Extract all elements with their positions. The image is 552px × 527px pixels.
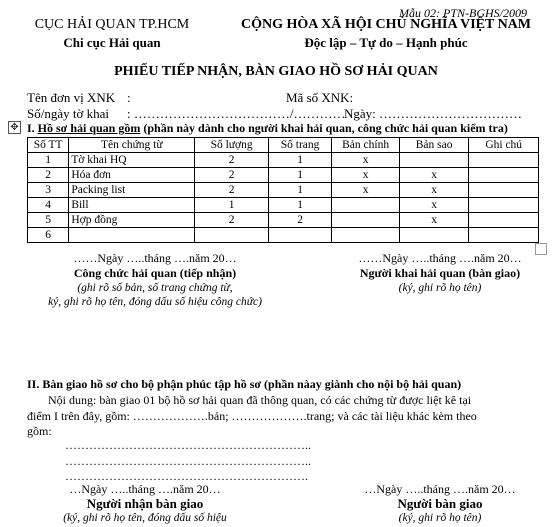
handover-giver-date: …Ngày …..tháng ….năm 20… [364, 482, 516, 496]
cell-original [332, 228, 400, 243]
declarant-note: (ký, ghi rõ họ tên) [398, 282, 482, 294]
declaration-value: : ………………………………/………… [127, 106, 346, 121]
cell-original [332, 213, 400, 228]
cell-doc-name: Packing list [69, 183, 195, 198]
cell-pages: 1 [268, 153, 331, 168]
cell-pages [268, 228, 331, 243]
declarant-title: Người khai hải quan (bàn giao) [359, 266, 521, 280]
cell-stt: 3 [28, 183, 69, 198]
date-field: Ngày: …………………………… [344, 106, 523, 121]
table-row [28, 168, 539, 183]
cell-note [469, 198, 539, 213]
cell-stt: 4 [28, 198, 69, 213]
cell-quantity: 2 [195, 213, 269, 228]
cell-copy: x [399, 168, 469, 183]
receiver-note-2: ký, ghi rõ họ tên, đóng dấu số hiệu công chức) [48, 296, 262, 308]
cell-original: x [332, 153, 400, 168]
cell-copy [399, 153, 469, 168]
header-pages: Số trang [268, 138, 331, 153]
receiver-date: ……Ngày …..tháng ….năm 20… [73, 251, 237, 265]
cell-doc-name [69, 228, 195, 243]
section2-paragraph-2: điểm I trên đây, gồm: ……………….bản; ……………….trang; và các tài liệu khác kèm theo [27, 409, 477, 423]
receiver-note-1: (ghi rõ số bản, số trang chứng từ, [77, 282, 233, 294]
section1-main: Hồ sơ hải quan gồm [37, 121, 141, 135]
cell-pages: 2 [268, 213, 331, 228]
national-motto: Độc lập – Tự do – Hạnh phúc [304, 35, 468, 50]
table-row [28, 153, 539, 168]
cell-note [469, 213, 539, 228]
table-move-icon[interactable]: ✥ [8, 121, 21, 134]
cell-original: x [332, 183, 400, 198]
section1-note: (phần này dành cho người khai hải quan, công chức hải quan kiểm tra) [143, 121, 508, 135]
cell-quantity: 2 [195, 153, 269, 168]
cell-original [332, 198, 400, 213]
unit-label: Tên đơn vị XNK [27, 90, 116, 105]
dotted-line-2: …………………………………………………….. [65, 454, 311, 468]
handover-giver-note: (ký, ghi rõ họ tên) [398, 512, 482, 524]
cell-doc-name: Tờ khai HQ [69, 153, 195, 168]
cell-copy [399, 228, 469, 243]
cell-note [469, 228, 539, 243]
header-copy: Bản sao [399, 138, 469, 153]
header-original: Bản chính [332, 138, 400, 153]
cell-note [469, 168, 539, 183]
table-header-row [28, 138, 539, 153]
section1-heading [27, 121, 508, 136]
declarant-date: ……Ngày …..tháng ….năm 20… [358, 251, 522, 265]
handover-receiver-date: …Ngày …..tháng ….năm 20… [69, 482, 221, 496]
header-stt: Số TT [28, 138, 69, 153]
cell-quantity: 1 [195, 198, 269, 213]
unit-value: : [127, 90, 131, 105]
cell-pages: 1 [268, 183, 331, 198]
table-row [28, 183, 539, 198]
cell-copy: x [399, 198, 469, 213]
cell-stt: 2 [28, 168, 69, 183]
handover-receiver-note: (ký, ghi rõ họ tên, đóng dấu số hiệu [63, 512, 227, 524]
cell-quantity [195, 228, 269, 243]
handover-giver-title: Người bàn giao [397, 496, 483, 511]
header-doc-name: Tên chứng từ [69, 138, 195, 153]
cell-copy: x [399, 183, 469, 198]
cell-doc-name: Hợp đồng [69, 213, 195, 228]
cell-quantity: 2 [195, 183, 269, 198]
dotted-line-1: …………………………………………………….. [65, 438, 311, 452]
table-row [28, 213, 539, 228]
section2-paragraph-1: Nội dung: bàn giao 01 bộ hồ sơ hải quan đã thông quan, có các chứng từ được liệt kê tại [48, 393, 472, 407]
section1-prefix: I. [27, 121, 35, 135]
header-quantity: Số lượng [195, 138, 269, 153]
declaration-label: Số/ngày tờ khai [27, 106, 109, 121]
cell-note [469, 183, 539, 198]
code-label: Mã số XNK: [286, 90, 354, 105]
agency-name: CỤC HẢI QUAN TP.HCM [34, 17, 190, 32]
section2-paragraph-3: gồm: [27, 424, 52, 438]
cell-original: x [332, 168, 400, 183]
cell-copy: x [399, 213, 469, 228]
cell-pages: 1 [268, 198, 331, 213]
dotted-line-3: ……………………………………………………. [65, 469, 308, 483]
sub-agency-name: Chi cục Hải quan [63, 35, 161, 50]
table-row [28, 228, 539, 243]
cell-doc-name: Bill [69, 198, 195, 213]
cell-stt: 1 [28, 153, 69, 168]
cell-quantity: 2 [195, 168, 269, 183]
header-note: Ghi chú [469, 138, 539, 153]
documents-table [27, 137, 539, 243]
cell-pages: 1 [268, 168, 331, 183]
cell-note [469, 153, 539, 168]
cell-doc-name: Hóa đơn [69, 168, 195, 183]
section2-heading: II. Bàn giao hồ sơ cho bộ phận phúc tập hồ sơ (phần nàay giành cho nội bộ hải quan) [27, 377, 462, 391]
document-title: PHIẾU TIẾP NHẬN, BÀN GIAO HỒ SƠ HẢI QUAN [114, 64, 438, 79]
cell-stt: 5 [28, 213, 69, 228]
cell-stt: 6 [28, 228, 69, 243]
table-row [28, 198, 539, 213]
form-code: Mẫu 02: PTN-BGHS/2009 [399, 6, 527, 20]
handover-receiver-title: Người nhận bàn giao [86, 496, 204, 511]
country-name: CỘNG HÒA XÃ HỘI CHỦ NGHĨA VIỆT NAM [240, 17, 531, 32]
receiver-title: Công chức hải quan (tiếp nhận) [73, 266, 237, 280]
